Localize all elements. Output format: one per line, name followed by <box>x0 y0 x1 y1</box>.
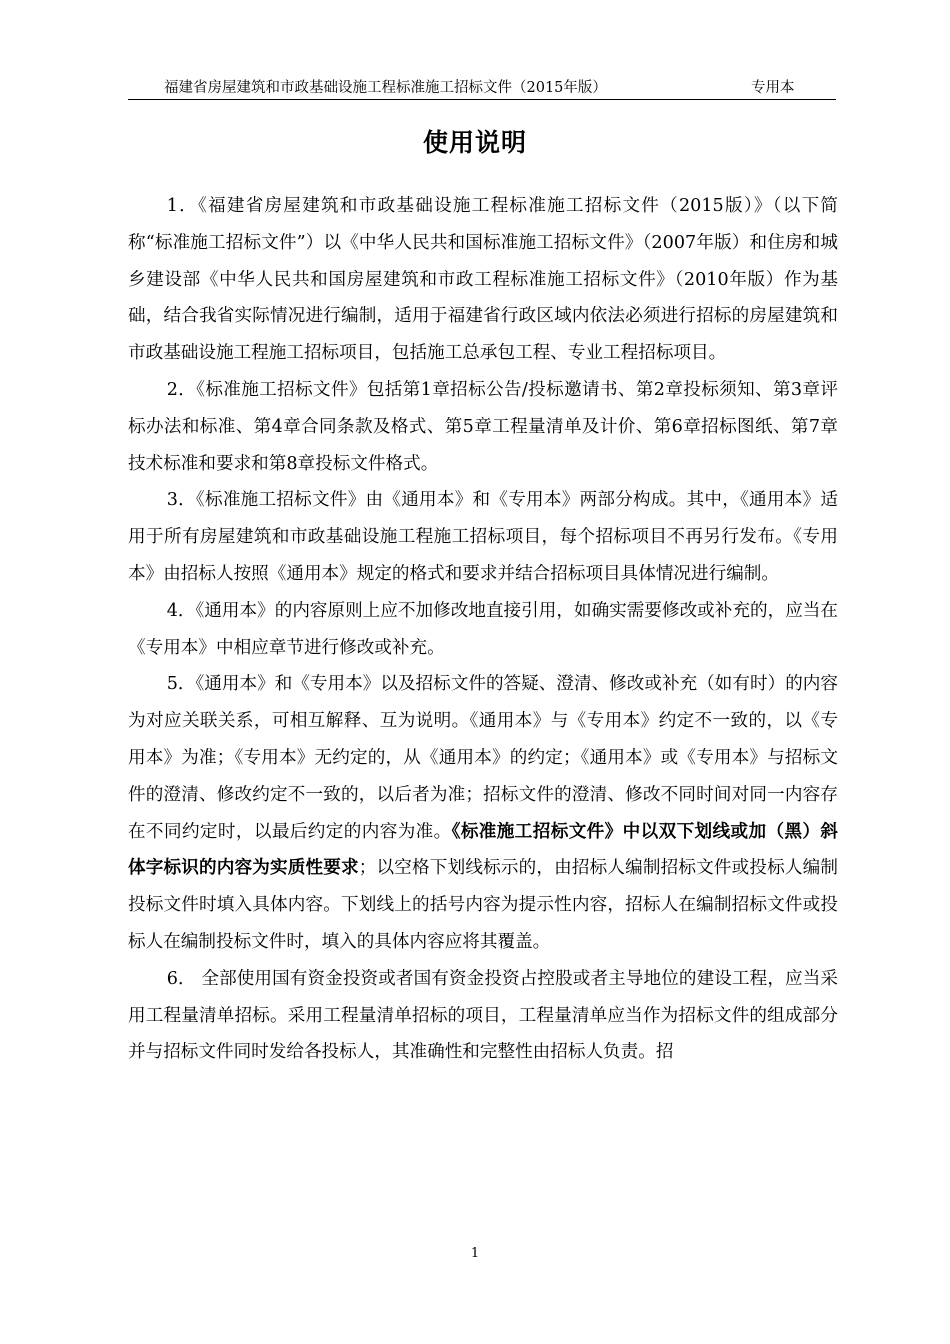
paragraph-5 <box>128 666 838 960</box>
paragraph-5-text-continued: ；以空格下划线标示的，由招标人编制招标文件或投标人编制投标文件时填入具体内容。下划线上的括号内容为提示性内容，招标人在编制招标文件或投标人在编制投标文件时，填入的具体内容应将其覆盖。 <box>128 858 838 952</box>
paragraph-6: 6． 全部使用国有资金投资或者国有资金投资占控股或者主导地位的建设工程，应当采用工程量清单招标。采用工程量清单招标的项目，工程量清单应当作为招标文件的组成部分并与招标文件同时发给各投标人，其准确性和完整性由招标人负责。招 <box>128 968 838 1063</box>
page-number: 1 <box>470 1246 480 1261</box>
paragraph-1: 1．《福建省房屋建筑和市政基础设施工程标准施工招标文件（2015版）》（以下简称“标准施工招标文件”）以《中华人民共和国标准施工招标文件》（2007年版）和住房和城乡建设部《中华人民共和国房屋建筑和市政工程标准施工招标文件》（2010年版）作为基础，结合我省实际情况进行编制，适用于福建省行政区域内依法必须进行招标的房屋建筑和市政基础设施工程施工招标项目，包括施工总承包工程、专业工程招标项目。 <box>128 196 838 364</box>
paragraph-5-bold-requirement: 《标准施工招标文件》中以双下划线或加（黑）斜体字标识的内容为实质性要求 <box>128 820 838 879</box>
paragraph-2: 2．《标准施工招标文件》包括第1章招标公告/投标邀请书、第2章投标须知、第3章评标办法和标准、第4章合同条款及格式、第5章工程量清单及计价、第6章招标图纸、第7章技术标准和要求和第8章投标文件格式。 <box>128 379 838 474</box>
header-document-title: 福建省房屋建筑和市政基础设施工程标准施工招标文件（2015年版） <box>164 80 607 96</box>
header-volume-label: 专用本 <box>751 80 795 96</box>
paragraph-3: 3．《标准施工招标文件》由《通用本》和《专用本》两部分构成。其中，《通用本》适用于所有房屋建筑和市政基础设施工程施工招标项目，每个招标项目不再另行发布。《专用本》由招标人按照《通用本》规定的格式和要求并结合招标项目具体情况进行编制。 <box>128 490 838 584</box>
document-body <box>128 188 838 1071</box>
page-header <box>128 78 836 100</box>
paragraph-4: 4．《通用本》的内容原则上应不加修改地直接引用，如确实需要修改或补充的，应当在《专用本》中相应章节进行修改或补充。 <box>128 600 838 658</box>
header-divider <box>128 99 836 100</box>
page-title: 使用说明 <box>422 128 527 157</box>
paragraph-5-text: 5．《通用本》和《专用本》以及招标文件的答疑、澄清、修改或补充（如有时）的内容为对应关联关系，可相互解释、互为说明。《通用本》与《专用本》约定不一致的，以《专用本》为准；《专用本》无约定的，从《通用本》的约定；《通用本》或《专用本》与招标文件的澄清、修改约定不一致的，以后者为准；招标文件的澄清、修改不同时间对同一内容存在不同约定时，以最后约定的内容为准。 <box>128 674 838 842</box>
